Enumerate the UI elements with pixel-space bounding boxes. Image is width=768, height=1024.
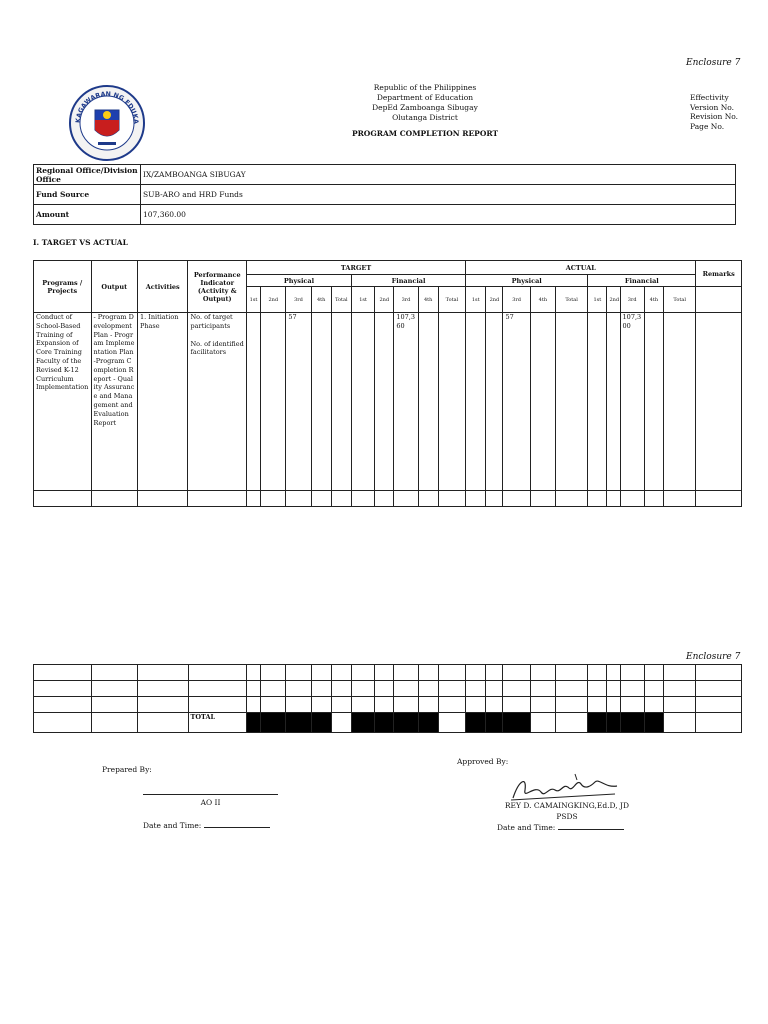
quarter-header: 4th [418,287,438,313]
version-label: Version No. [690,102,735,112]
quarter-header: 2nd [261,287,286,313]
letterhead [300,83,550,139]
info-table [33,164,736,225]
quarter-header: 4th [644,287,663,313]
indicator-facilitators: No. of identified facilitators [190,339,244,357]
total-label: TOTAL [188,713,247,733]
quarter-header: 1st [588,287,607,313]
quarter-header: 3rd [394,287,418,313]
table-row [34,665,742,681]
quarter-header: 3rd [620,287,644,313]
table-row [34,697,742,713]
header-line: Department of Education [376,93,474,102]
prepared-signature-line [143,794,278,795]
header-line: Olutanga District [392,113,458,122]
info-label: Amount [34,205,141,225]
indicator-header: Performance Indicator (Activity & Output) [188,261,247,313]
section-title: I. TARGET VS ACTUAL [33,238,128,247]
quarter-header: 3rd [503,287,530,313]
total-header: Total [555,287,587,313]
header-line: DepEd Zamboanga Sibugay [372,103,478,112]
quarter-header: 2nd [375,287,394,313]
table-row [34,491,742,507]
info-row [34,185,736,205]
approver-name: REY D. CAMAINGKING,Ed.D, JD [504,801,630,810]
info-label: Fund Source [34,185,141,205]
target-physical-header: Physical [247,275,352,287]
activities-header: Activities [137,261,187,313]
enclosure-label-2: Enclosure 7 [686,652,741,662]
actual-physical-header: Physical [466,275,588,287]
table-row [34,313,742,491]
total-row [34,713,742,733]
svg-text:KAGAWARAN NG EDUKASYON: KAGAWARAN NG EDUKA [74,90,140,125]
total-header: Total [663,287,695,313]
info-value: 107,360.00 [141,205,736,225]
activity-cell: 1. Initiation Phase [137,313,187,491]
date-label: Date and Time: [497,823,556,832]
target-physical-q3: 57 [286,313,311,491]
target-vs-actual-table [33,260,742,507]
actual-physical-q3: 57 [503,313,530,491]
header-line: Republic of the Philippines [373,83,477,92]
quarter-header: 1st [351,287,374,313]
remarks-header: Remarks [696,261,742,287]
enclosure-label: Enclosure 7 [686,58,741,68]
info-row [34,205,736,225]
actual-financial-q3: 107,300 [620,313,644,491]
quarter-header: 1st [247,287,261,313]
page-label: Page No. [690,121,725,131]
quarter-header: 4th [311,287,331,313]
info-value: SUB-ARO and HRD Funds [141,185,736,205]
quarter-header: 1st [466,287,486,313]
actual-financial-header: Financial [588,275,696,287]
info-row [34,165,736,185]
target-financial-header: Financial [351,275,465,287]
actual-header: ACTUAL [466,261,696,275]
report-title: PROGRAM COMPLETION REPORT [351,129,499,138]
table-row [34,681,742,697]
revision-label: Revision No. [690,112,739,121]
total-header: Total [438,287,465,313]
indicator-target-participants: No. of target participants [190,313,233,330]
continuation-table [33,664,742,733]
output-cell: - Program Development Plan - Program Implementation Plan -Program Completion Report - Quality Assurance and Management and Evaluation Report [91,313,137,491]
quarter-header: 2nd [486,287,503,313]
target-financial-q3: 107,360 [394,313,418,491]
deped-seal-logo [68,84,146,162]
date-label: Date and Time: [143,821,202,830]
quarter-header: 3rd [286,287,311,313]
programs-header: Programs / Projects [34,261,92,313]
prepared-position: AO II [200,798,221,807]
approver-position: PSDS [556,812,578,821]
prepared-by-label: Prepared By: [102,765,152,774]
indicator-cell [188,313,247,491]
quarter-header: 4th [530,287,555,313]
target-header: TARGET [247,261,466,275]
info-value: IX/ZAMBOANGA SIBUGAY [141,165,736,185]
document-control-labels [690,93,738,131]
program-cell: Conduct of School-Based Training of Expansion of Core Training Faculty of the Revised K-12 Curriculum Implementation [34,313,92,491]
approved-date [497,823,624,832]
effectivity-label: Effectivity [690,93,729,102]
prepared-date [143,821,270,830]
info-label: Regional Office/Division Office [34,165,141,185]
total-header: Total [331,287,351,313]
output-header: Output [91,261,137,313]
quarter-header: 2nd [607,287,620,313]
approved-by-label: Approved By: [457,757,509,766]
